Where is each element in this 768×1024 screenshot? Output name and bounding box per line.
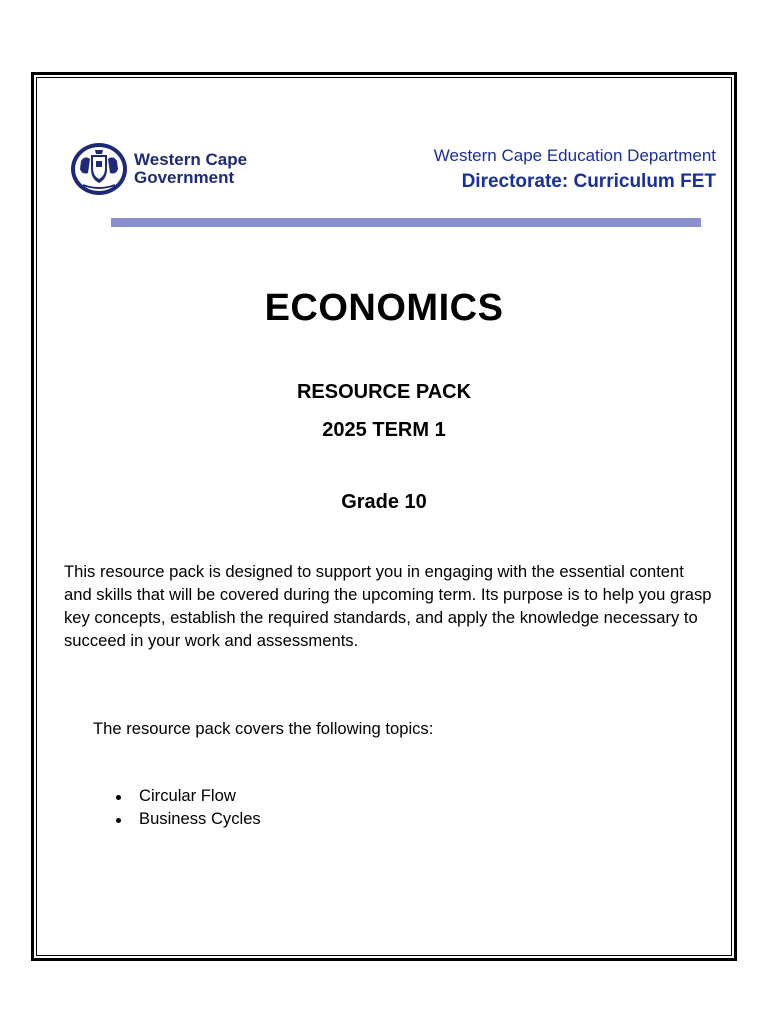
topics-lead: The resource pack covers the following topics: [93, 719, 434, 738]
bullet-dot-icon [116, 818, 121, 823]
department-name: Western Cape Education Department [433, 146, 716, 165]
list-item [116, 807, 261, 830]
topic-label: Business Cycles [139, 808, 261, 828]
bullet-dot-icon [116, 795, 121, 800]
logo-line-2: Government [134, 168, 235, 187]
coat-of-arms-icon [69, 141, 129, 197]
logo-wordmark [134, 151, 247, 187]
government-logo [69, 141, 247, 197]
intro-paragraph: This resource pack is designed to support you in engaging with the essential content and skills that will be covered during the upcoming term. Its purpose is to help you grasp key concepts, establish the required standards, and apply the knowledge necessary to succeed in your work and assessments. [64, 562, 712, 650]
document-grade: Grade 10 [341, 491, 427, 513]
logo-line-1: Western Cape [134, 150, 248, 169]
department-header [434, 145, 716, 195]
document-subtitle-term: 2025 TERM 1 [322, 419, 446, 441]
document-title: ECONOMICS [264, 287, 504, 329]
topics-list [116, 784, 261, 830]
header-divider [111, 218, 701, 227]
department-directorate: Directorate: Curriculum FET [461, 171, 716, 192]
list-item [116, 784, 261, 807]
document-subtitle-pack: RESOURCE PACK [296, 381, 472, 403]
topic-label: Circular Flow [139, 785, 236, 805]
